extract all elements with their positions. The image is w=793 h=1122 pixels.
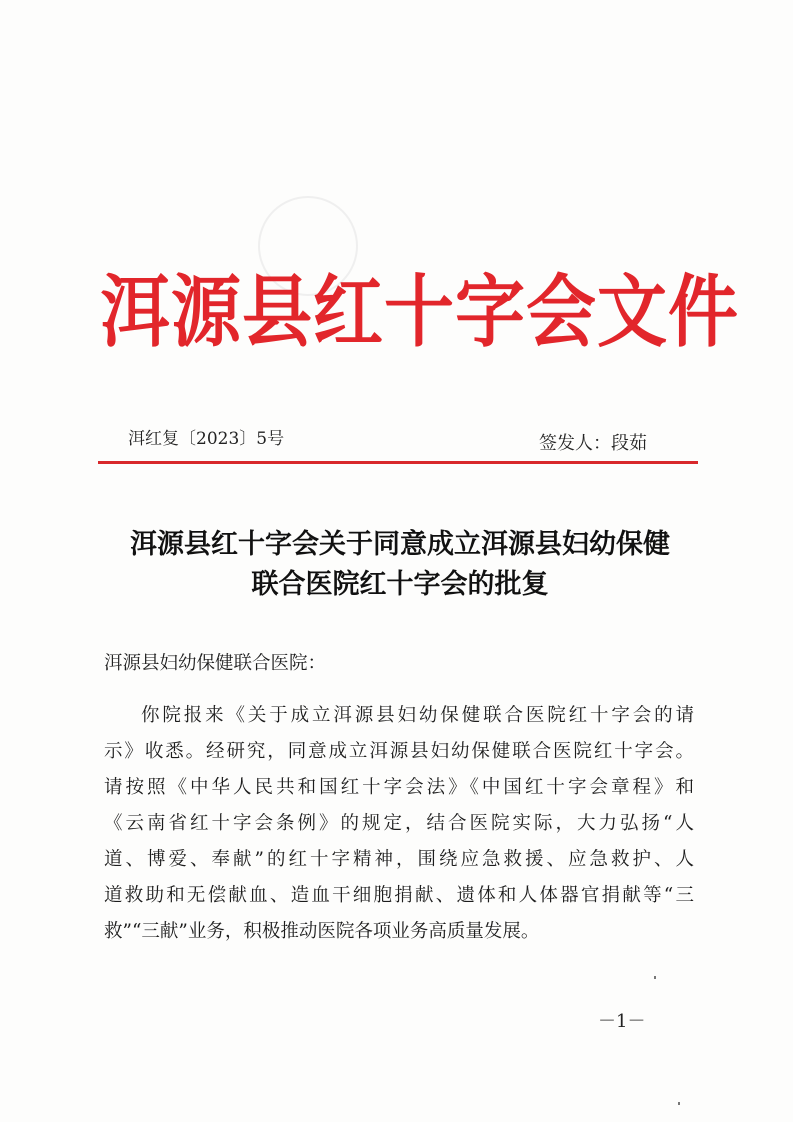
body-line: 道、博爱、奉献”的红十字精神，围绕应急救援、应急救护、人 — [104, 849, 694, 870]
body-line: 你院报来《关于成立洱源县妇幼保健联合医院红十字会的请 — [141, 705, 694, 726]
document-title — [100, 525, 700, 605]
red-divider-line — [98, 461, 698, 464]
page-number: －1－ — [598, 1011, 646, 1032]
salutation: 洱源县妇幼保健联合医院： — [104, 653, 327, 674]
body-line: 救”“三献”业务，积极推动医院各项业务高质量发展。 — [104, 921, 540, 942]
body-line: 示》收悉。经研究，同意成立洱源县妇幼保健联合医院红十字会。 — [104, 741, 694, 762]
body-line: 道救助和无偿献血、造血干细胞捐献、遗体和人体器官捐献等“三 — [104, 885, 694, 906]
body-paragraph — [104, 698, 694, 950]
document-number: 洱红复〔2023〕5号 — [128, 429, 285, 449]
body-line: 《云南省红十字会条例》的规定，结合医院实际，大力弘扬“人 — [104, 813, 694, 834]
signer-label: 签发人：段茹 — [539, 433, 647, 454]
red-header-title: 洱源县红十字会文件 — [100, 264, 739, 358]
body-line: 请按照《中华人民共和国红十字会法》《中国红十字会章程》和 — [104, 777, 694, 798]
document-title-line: 联合医院红十字会的批复 — [251, 569, 549, 600]
scan-speck — [654, 976, 656, 979]
scan-speck — [678, 1102, 680, 1105]
document-title-line: 洱源县红十字会关于同意成立洱源县妇幼保健 — [130, 529, 670, 560]
